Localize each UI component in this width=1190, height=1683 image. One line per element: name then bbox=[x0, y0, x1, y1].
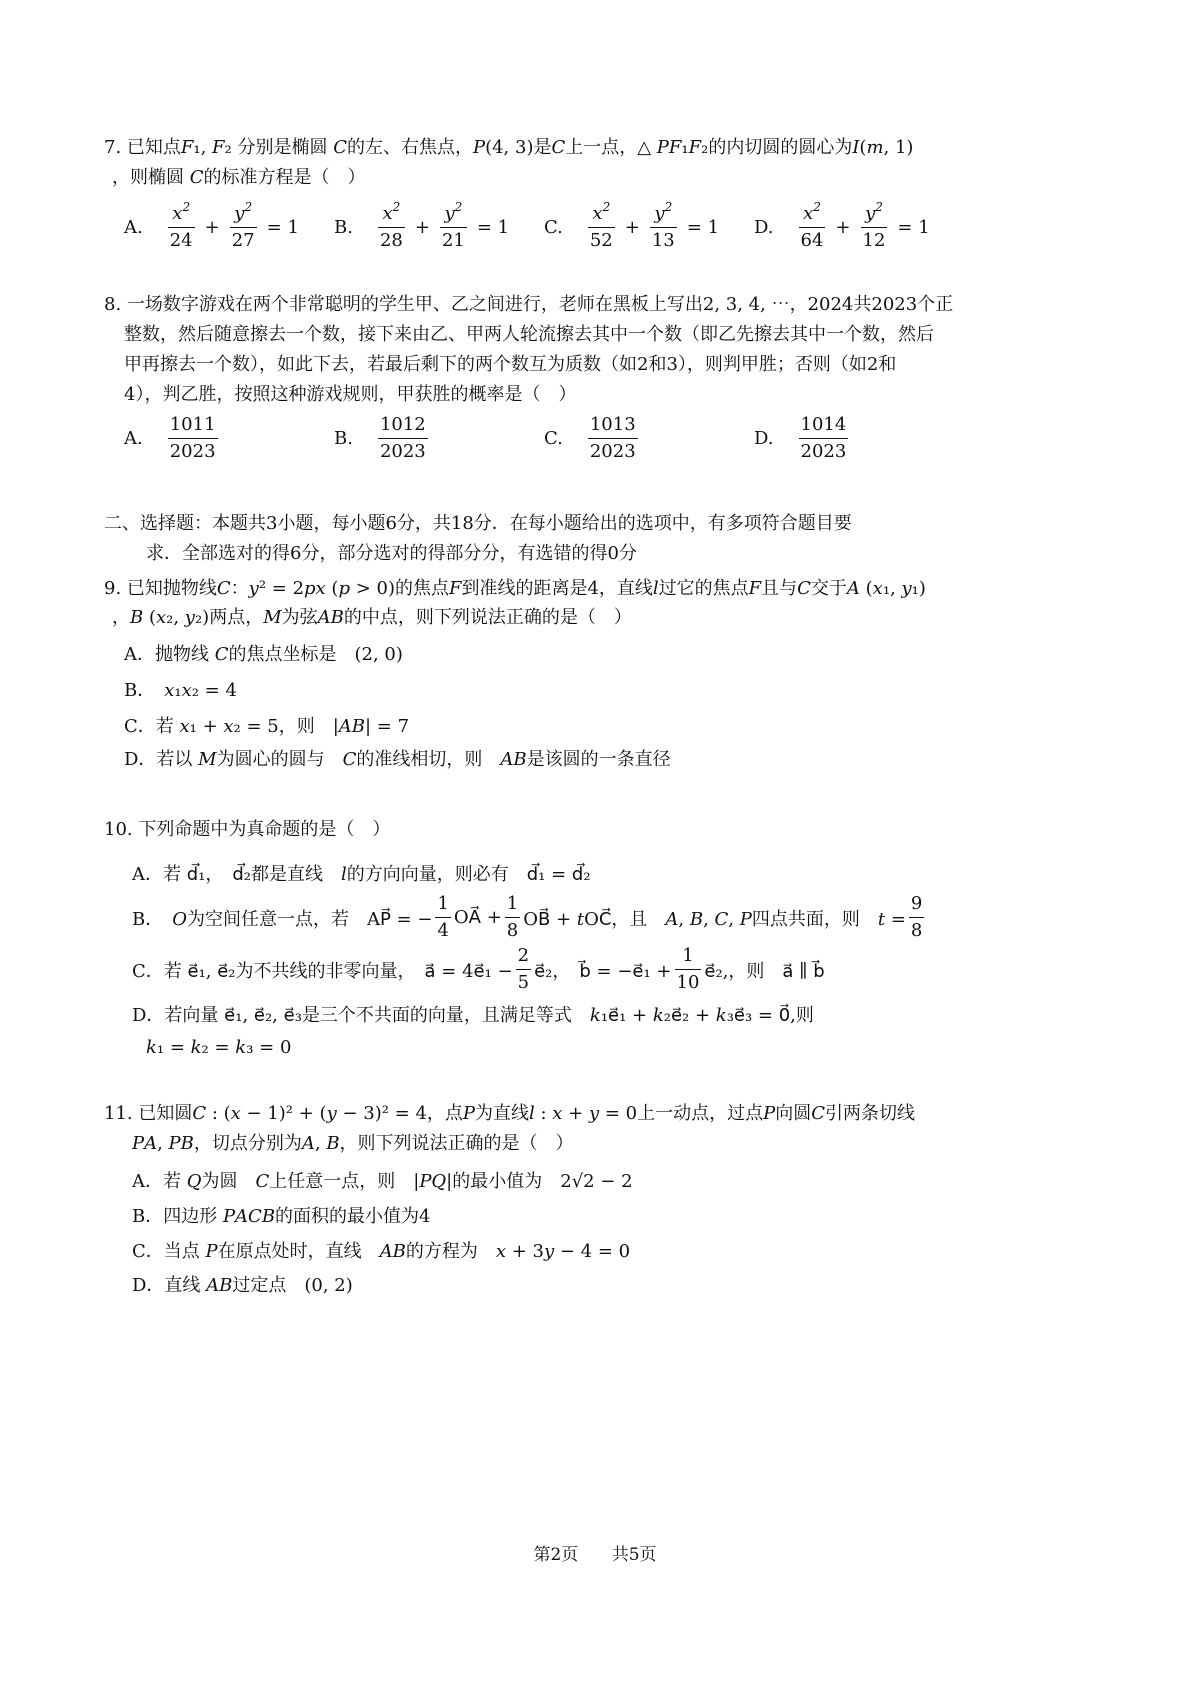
q7-option-c: C. $\frac{x^2}{52}$ + $\frac{y^2}{13}$ = 1 bbox=[544, 200, 720, 251]
q11-stem-line2: 𝑃𝐴, 𝑃𝐵，切点分别为𝐴, 𝐵，则下列说法正确的是（ ） bbox=[132, 1133, 574, 1154]
q8-option-d: D. $\frac{1014}{2023}$ bbox=[754, 414, 847, 462]
q10-option-b: B． 𝑂为空间任意一点，若 AP⃗ = − $\frac{1}{4}$ OA⃗ + $\frac{1}{8}$ OB⃗ + 𝑡OC⃗，且 𝐴, 𝐵, 𝐶, 𝑃四点共面，则 𝑡 = $\frac{9}{8}$ bbox=[132, 893, 923, 941]
q8-option-a: A. $\frac{1011}{2023}$ bbox=[124, 414, 216, 462]
q11-option-d: D．直线 𝐴𝐵过定点 (0, 2) bbox=[132, 1275, 353, 1296]
q11-option-a: A．若 𝑄为圆 𝐶上任意一点，则 |𝑃𝑄|的最小值为 2√2 − 2 bbox=[132, 1171, 633, 1192]
q10-option-d-line1: D．若向量 e⃗₁, e⃗₂, e⃗₃是三个不共面的向量，且满足等式 𝑘₁e⃗₁ + 𝑘₂e⃗₂ + 𝑘₃e⃗₃ = 0⃗,则 bbox=[132, 1005, 814, 1026]
q8-stem-line3: 甲再擦去一个数），如此下去，若最后剩下的两个数互为质数（如2和3），则判甲胜；否则（如2和 bbox=[124, 354, 897, 375]
q10-option-c: C．若 e⃗₁, e⃗₂为不共线的非零向量， a⃗ = 4e⃗₁ − $\frac{2}{5}$ e⃗₂， b⃗ = −e⃗₁ + $\frac{1}{10}$ e⃗₂,，则 a⃗ ∥ b⃗ bbox=[132, 945, 825, 993]
q7-stem-line1: 7. 已知点𝐹₁, 𝐹₂ 分别是椭圆 𝐶的左、右焦点，𝑃(4, 3)是𝐶上一点，△ 𝑃𝐹₁𝐹₂的内切圆的圆心为𝐼(𝑚, 1) bbox=[104, 137, 914, 158]
section2-heading-line2: 求．全部选对的得6分，部分选对的得部分分，有选错的得0分 bbox=[146, 543, 637, 564]
q11-stem-line1: 11. 已知圆𝐶 : (𝑥 − 1)² + (𝑦 − 3)² = 4，点𝑃为直线𝑙 : 𝑥 + 𝑦 = 0上一动点，过点𝑃向圆𝐶引两条切线 bbox=[104, 1103, 916, 1124]
q10-option-d-line2: 𝑘₁ = 𝑘₂ = 𝑘₃ = 0 bbox=[146, 1037, 292, 1058]
q7-option-b: B. $\frac{x^2}{28}$ + $\frac{y^2}{21}$ = 1 bbox=[334, 200, 510, 251]
q9-option-d: D．若以 𝑀为圆心的圆与 𝐶的准线相切，则 𝐴𝐵是该圆的一条直径 bbox=[124, 749, 671, 770]
q7-option-d: D. $\frac{x^2}{64}$ + $\frac{y^2}{12}$ = 1 bbox=[754, 200, 930, 251]
q8-stem-line4: 4），判乙胜，按照这种游戏规则，甲获胜的概率是（ ） bbox=[124, 384, 577, 405]
q9-option-a: A．抛物线 𝐶的焦点坐标是 (2, 0) bbox=[124, 644, 403, 665]
q7-stem-line2: ，则椭圆 𝐶的标准方程是（ ） bbox=[112, 167, 366, 188]
q7-option-a: A. $\frac{x^2}{24}$ + $\frac{y^2}{27}$ = 1 bbox=[124, 200, 299, 251]
q11-option-b: B．四边形 𝑃𝐴𝐶𝐵的面积的最小值为4 bbox=[132, 1206, 431, 1227]
q8-stem-line1: 8. 一场数字游戏在两个非常聪明的学生甲、乙之间进行，老师在黑板上写出2, 3, 4, ⋯，2024共2023个正 bbox=[104, 294, 954, 315]
page-footer bbox=[0, 1540, 1190, 1565]
section2-heading-line1: 二、选择题：本题共3小题，每小题6分，共18分．在每小题给出的选项中，有多项符合题目要 bbox=[104, 513, 852, 534]
q8-option-b: B. $\frac{1012}{2023}$ bbox=[334, 414, 426, 462]
q9-option-b: B． 𝑥₁𝑥₂ = 4 bbox=[124, 680, 237, 701]
q8-option-c: C. $\frac{1013}{2023}$ bbox=[544, 414, 636, 462]
q9-option-c: C．若 𝑥₁ + 𝑥₂ = 5，则 |𝐴𝐵| = 7 bbox=[124, 716, 410, 737]
q8-stem-line2: 整数，然后随意擦去一个数，接下来由乙、甲两人轮流擦去其中一个数（即乙先擦去其中一个数，然后 bbox=[124, 324, 934, 345]
page-number: 第2页 bbox=[533, 1545, 579, 1565]
q9-stem-line1: 9. 已知抛物线𝐶：𝑦² = 2𝑝𝑥 (𝑝 > 0)的焦点𝐹到准线的距离是4，直线𝑙过它的焦点𝐹且与𝐶交于𝐴 (𝑥₁, 𝑦₁) bbox=[104, 578, 926, 599]
page-total: 共5页 bbox=[611, 1545, 657, 1565]
q11-option-c: C．当点 𝑃在原点处时，直线 𝐴𝐵的方程为 𝑥 + 3𝑦 − 4 = 0 bbox=[132, 1241, 631, 1262]
q10-option-a: A．若 d⃗₁， d⃗₂都是直线 𝑙的方向向量，则必有 d⃗₁ = d⃗₂ bbox=[132, 864, 591, 885]
q9-stem-line2: ，𝐵 (𝑥₂, 𝑦₂)两点，𝑀为弦𝐴𝐵的中点，则下列说法正确的是（ ） bbox=[112, 607, 632, 628]
q10-stem: 10. 下列命题中为真命题的是（ ） bbox=[104, 819, 391, 840]
